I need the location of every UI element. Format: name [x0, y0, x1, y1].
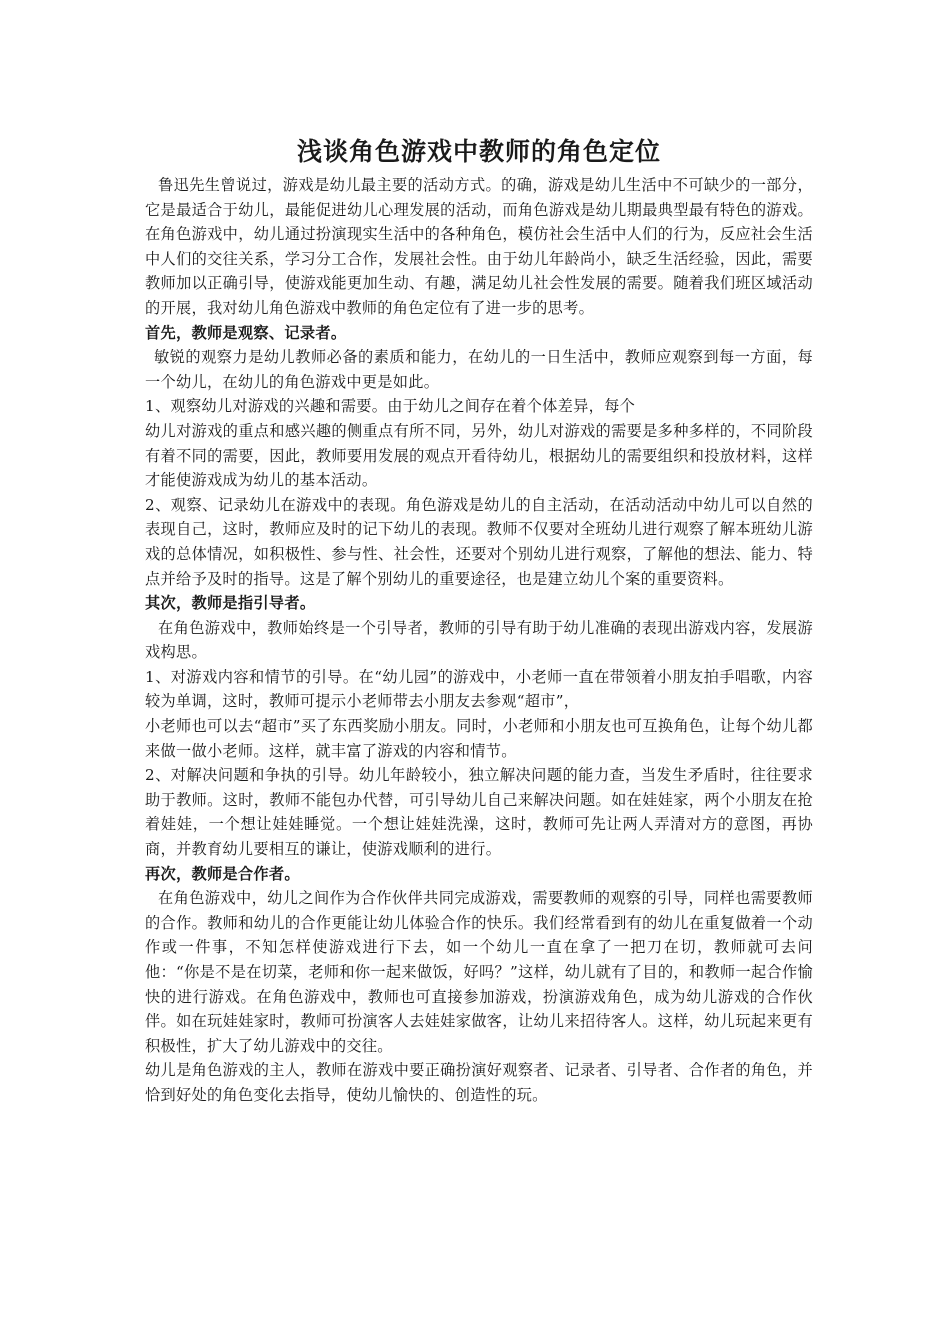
- observer-point-1-line: 1、观察幼儿对游戏的兴趣和需要。由于幼儿之间存在着个体差异，每个: [145, 397, 636, 416]
- observer-point-1-body: 幼儿对游戏的重点和感兴趣的侧重点有所不同，另外，幼儿对游戏的需要是多种多样的，不同阶段有着不同的需要，因此，教师要用发展的观点开看待幼儿，根据幼儿的需要组织和投放材料，这样才能使游戏成为幼儿的基本活动。: [145, 421, 813, 490]
- section-lead-cooperator: 在角色游戏中，幼儿之间作为合作伙伴共同完成游戏，需要教师的观察的引导，同样也需要教师的合作。教师和幼儿的合作更能让幼儿体验合作的快乐。我们经常看到有的幼儿在重复做着一个动作或一件事，不知怎样使游戏进行下去，如一个幼儿一直在拿了一把刀在切，教师就可去问他：“你是不是在切菜，老师和你一起来做饭，好吗？”这样，幼儿就有了目的，和教师一起合作愉快的进行游戏。在角色游戏中，教师也可直接参加游戏，扮演游戏角色，成为幼儿游戏的合作伙伴。如在玩娃娃家时，教师可扮演客人去娃娃家做客，让幼儿来招待客人。这样，幼儿玩起来更有积极性，扩大了幼儿游戏中的交往。: [145, 889, 813, 1055]
- document-title: 浅谈角色游戏中教师的角色定位: [296, 137, 661, 166]
- document-page: [145, 135, 813, 1108]
- intro-paragraph: 鲁迅先生曾说过，游戏是幼儿最主要的活动方式。的确，游戏是幼儿生活中不可缺少的一部分，它是最适合于幼儿，最能促进幼儿心理发展的活动，而角色游戏是幼儿期最典型最有特色的游戏。在角色游戏中，幼儿通过扮演现实生活中的各种角色，模仿社会生活中人们的行为，反应社会生活中人们的交往关系，学习分工合作，发展社会性。由于幼儿年龄尚小，缺乏生活经验，因此，需要教师加以正确引导，使游戏能更加生动、有趣，满足幼儿社会性发展的需要。随着我们班区域活动的开展，我对幼儿角色游戏中教师的角色定位有了进一步的思考。: [145, 176, 813, 317]
- section-heading-observer: 首先，教师是观察、记录者。: [145, 323, 347, 342]
- guide-point-1-body: 小老师也可以去“超市”买了东西奖励小朋友。同时，小老师和小朋友也可互换角色，让每个幼儿都来做一做小老师。这样，就丰富了游戏的内容和情节。: [145, 717, 813, 760]
- conclusion-paragraph: 幼儿是角色游戏的主人，教师在游戏中要正确扮演好观察者、记录者、引导者、合作者的角色，并恰到好处的角色变化去指导，使幼儿愉快的、创造性的玩。: [145, 1061, 813, 1104]
- section-lead-guide: 在角色游戏中，教师始终是一个引导者，教师的引导有助于幼儿准确的表现出游戏内容，发展游戏构思。: [145, 618, 813, 662]
- section-lead-observer: 敏锐的观察力是幼儿教师必备的素质和能力，在幼儿的一日生活中，教师应观察到每一方面，每一个幼儿，在幼儿的角色游戏中更是如此。: [145, 348, 813, 391]
- section-heading-cooperator: 再次，教师是合作者。: [145, 864, 300, 883]
- section-heading-guide: 其次，教师是指引导者。: [145, 594, 316, 613]
- guide-point-1-line: 1、对游戏内容和情节的引导。在“幼儿园”的游戏中，小老师一直在带领着小朋友拍手唱歌，内容较为单调，这时，教师可提示小老师带去小朋友去参观“超市”，: [145, 667, 813, 711]
- observer-point-2: 2、观察、记录幼儿在游戏中的表现。角色游戏是幼儿的自主活动，在活动活动中幼儿可以自然的表现自己，这时，教师应及时的记下幼儿的表现。教师不仅要对全班幼儿进行观察了解本班幼儿游戏的总体情况，如积极性、参与性、社会性，还要对个别幼儿进行观察，了解他的想法、能力、特点并给予及时的指导。这是了解个别幼儿的重要途径，也是建立幼儿个案的重要资料。: [145, 495, 813, 588]
- guide-point-2: 2、对解决问题和争执的引导。幼儿年龄较小，独立解决问题的能力查，当发生矛盾时，往往要求助于教师。这时，教师不能包办代替，可引导幼儿自己来解决问题。如在娃娃家，两个小朋友在抢着娃娃，一个想让娃娃睡觉。一个想让娃娃洗澡，这时，教师可先让两人弄清对方的意图，再协商，并教育幼儿要相互的谦让，使游戏顺利的进行。: [145, 766, 813, 859]
